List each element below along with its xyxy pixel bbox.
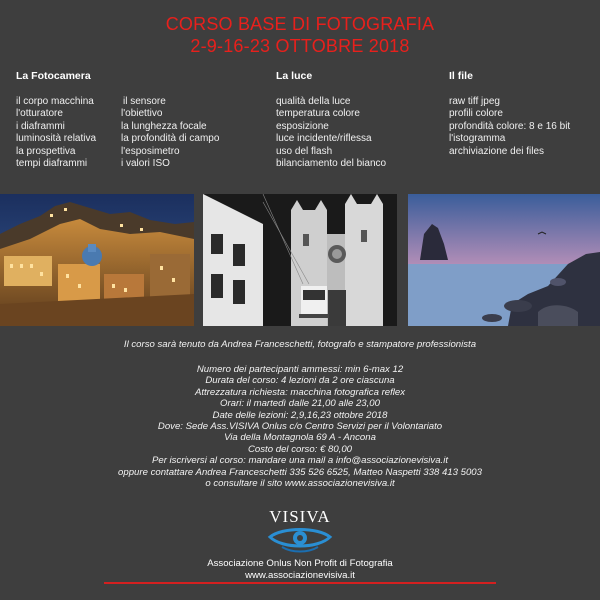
list-item: qualità della luce: [276, 96, 351, 107]
heading-luce: La luce: [276, 70, 313, 82]
list-item: l'istogramma: [449, 133, 506, 145]
list-item: tempi diaframmi: [16, 158, 88, 170]
list-fotocamera-a: [16, 96, 96, 170]
list-fotocamera-b: [121, 96, 219, 170]
course-dates: 2-9-16-23 OTTOBRE 2018: [190, 36, 410, 56]
heading-file: Il file: [449, 70, 473, 82]
list-item: il sensore: [123, 96, 166, 107]
list-item: bilanciamento del bianco: [276, 158, 387, 170]
detail-line: o consultare il sito www.associazionevisiva.it: [205, 478, 395, 490]
list-item: profondità colore: 8 e 16 bit: [449, 120, 571, 132]
list-item: archiviazione dei files: [449, 145, 545, 157]
list-item: il corpo macchina: [16, 96, 94, 107]
list-item: uso del flash: [276, 145, 333, 157]
course-details: [0, 364, 600, 489]
detail-line: Dove: Sede Ass.VISIVA Onlus c/o Centro Servizi per il Volontariato: [157, 421, 443, 433]
list-item: la profondità di campo: [121, 133, 220, 145]
seascape-rock-photo: [408, 194, 600, 326]
association-website: www.associazionevisiva.it: [245, 570, 355, 581]
detail-line: Date delle lezioni: 2,9,16,23 ottobre 2018: [212, 409, 388, 421]
list-item: raw tiff jpeg: [449, 96, 500, 107]
list-item: esposizione: [276, 120, 329, 132]
detail-line: Via della Montagnola 69 A - Ancona: [224, 432, 376, 444]
list-item: la lunghezza focale: [121, 120, 207, 132]
list-item: l'otturatore: [16, 108, 63, 120]
list-file: [449, 96, 570, 158]
heading-fotocamera: La Fotocamera: [16, 70, 91, 82]
list-item: i diaframmi: [16, 120, 65, 132]
detail-line: Attrezzatura richiesta: macchina fotografica reflex: [194, 386, 406, 398]
list-item: l'esposimetro: [121, 145, 180, 157]
visiva-logo-text: VISIVA: [269, 507, 331, 526]
detail-line: Numero dei partecipanti ammessi: min 6-max 12: [196, 364, 404, 375]
detail-line: Costo del corso: € 80,00: [248, 443, 352, 455]
list-luce: [276, 96, 386, 170]
visiva-eye-icon: [262, 505, 338, 555]
teacher-note: Il corso sarà tenuto da Andrea Franceschetti, fotografo e stampatore professionista: [123, 339, 477, 350]
list-item: i valori ISO: [121, 158, 170, 170]
association-name: Associazione Onlus Non Profit di Fotografia: [207, 558, 393, 569]
detail-line: Durata del corso: 4 lezioni da 2 ore ciascuna: [205, 375, 395, 387]
list-item: l'obiettivo: [121, 108, 163, 120]
list-item: temperatura colore: [276, 108, 360, 120]
detail-line: oppure contattare Andrea Franceschetti 335 526 6525, Matteo Naspetti 338 413 5003: [118, 466, 482, 478]
night-town-photo: [0, 194, 194, 326]
list-item: luce incidente/riflessa: [276, 133, 372, 145]
detail-line: Orari: il martedì dalle 21,00 alle 23,00: [220, 398, 380, 410]
detail-line: Per iscriversi al corso: mandare una mail a info@associazionevisiva.it: [151, 455, 449, 467]
list-item: profili colore: [449, 108, 503, 120]
cathedral-tram-photo: [203, 194, 397, 326]
list-item: luminosità relativa: [16, 133, 97, 145]
list-item: la prospettiva: [16, 145, 76, 157]
course-title: CORSO BASE DI FOTOGRAFIA: [165, 14, 435, 34]
red-divider: [104, 582, 496, 584]
